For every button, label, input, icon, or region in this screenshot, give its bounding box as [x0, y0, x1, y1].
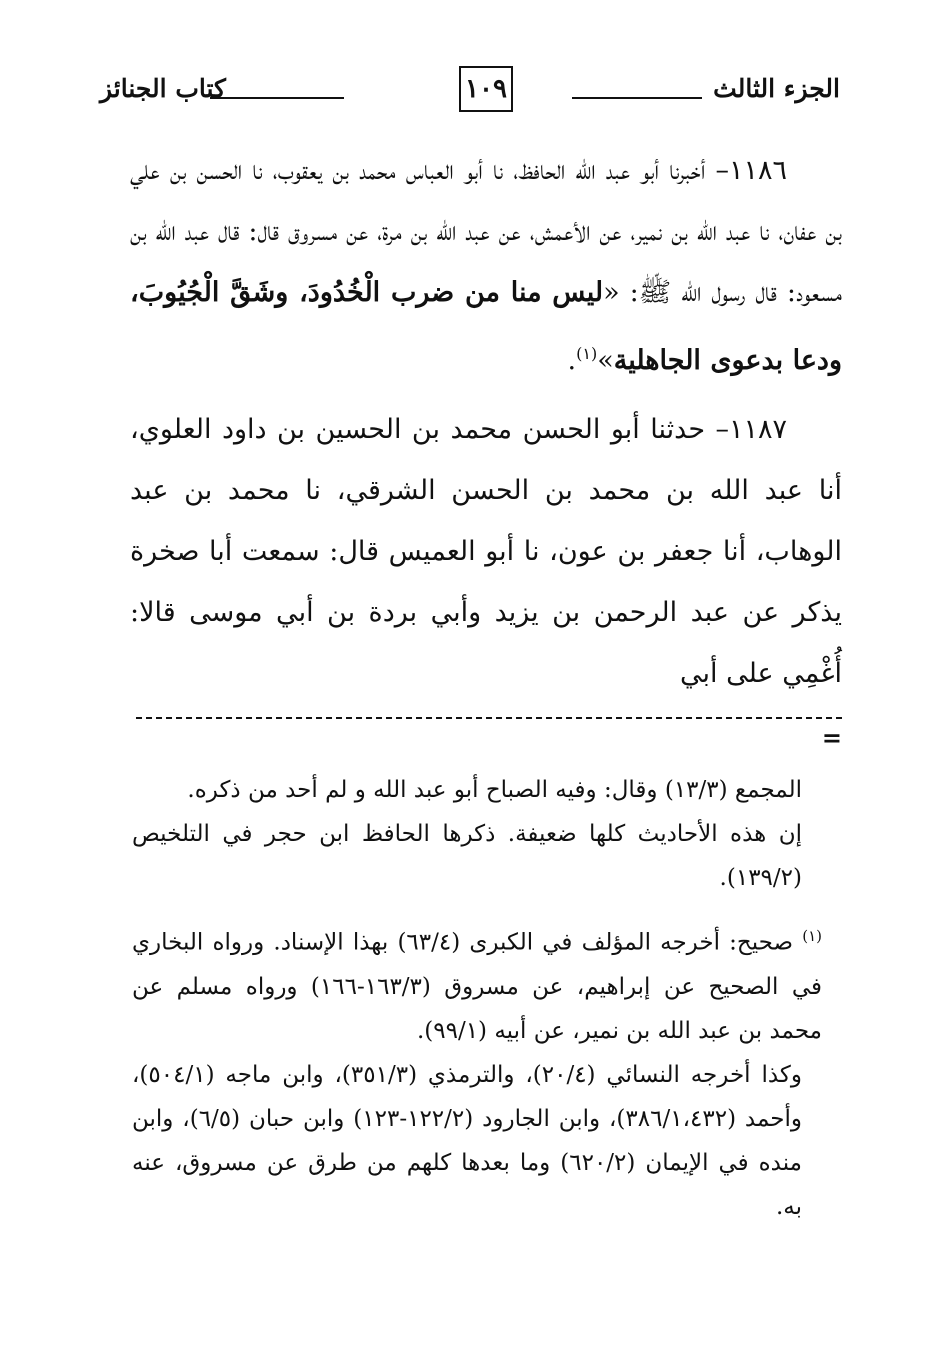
footnote-1	[132, 914, 822, 1053]
footnote-continued-line: إن هذه الأحاديث كلها ضعيفة. ذكرها الحافظ ابن حجر في التلخيص (١٣٩/٢).	[132, 821, 802, 891]
hadith-number: ١١٨٦	[728, 155, 787, 186]
hadith-1186	[130, 140, 842, 391]
book-title: كتاب الجنائز	[100, 74, 226, 103]
sentence-end: .	[567, 345, 577, 376]
hadith-matn: ليس منا من ضرب الْخُدُودَ، وشَقَّ الْجُيُوبَ، ودعا بدعوى الجاهلية	[130, 277, 842, 376]
page-number: ١٠٩	[459, 66, 513, 112]
hadith-isnad: – أخبرنا أبو عبد الله الحافظ، نا أبو العباس محمد بن يعقوب، نا الحسن بن علي بن عفان، نا عبد الله بن نمير، عن الأعمش، عن عبد الله بن مرة، عن مسروق قال: قال عبد الله بن مسعود: قال رسول الله ﷺ: «	[130, 155, 842, 308]
hadith-1187	[130, 399, 842, 704]
hadith-number: ١١٨٧	[728, 414, 787, 445]
footnote-ref: (١)	[576, 344, 598, 363]
footnote-text: صحيح: أخرجه المؤلف في الكبرى (٦٣/٤) بهذا الإسناد. ورواه البخاري في الصحيح عن إبراهيم، عن مسروق (١٦٣/٣-١٦٦) ورواه مسلم عن محمد بن عبد الله بن نمير، عن أبيه (٩٩/١).	[132, 929, 822, 1044]
quote-close: »	[597, 345, 614, 376]
footnote-mark: (١)	[802, 927, 823, 945]
page-header	[100, 66, 840, 122]
footnotes	[132, 768, 822, 1229]
header-rule-left	[210, 97, 344, 99]
footnote-separator	[136, 717, 842, 719]
continuation-marker: =	[821, 723, 842, 752]
header-rule-right	[572, 97, 702, 99]
main-text	[130, 140, 842, 704]
hadith-text: – حدثنا أبو الحسن محمد بن الحسين بن داود العلوي، أنا عبد الله بن محمد بن الحسن الشرقي، نا محمد بن عبد الوهاب، أنا جعفر بن عون، نا أبو العميس قال: سمعت أبا صخرة يذكر عن عبد الرحمن بن يزيد وأبي بردة بن أبي موسى قالا: أُغْمِي على أبي	[130, 414, 842, 689]
footnote-1-continuation: وكذا أخرجه النسائي (٢٠/٤)، والترمذي (٣٥١/٣)، وابن ماجه (٥٠٤/١)، وأحمد (٣٨٦/١،٤٣٢)، وابن الجارود (١٢٢/٢-١٢٣) وابن حبان (٦/٥)، وابن منده في الإيمان (٦٢٠/٢) وما بعدها كلهم من طرق عن مسروق، عنه به.	[132, 1061, 803, 1220]
part-title: الجزء الثالث	[713, 74, 840, 103]
footnote-continued-line: المجمع (١٣/٣) وقال: وفيه الصباح أبو عبد الله و لم أحد من ذكره.	[187, 777, 802, 803]
